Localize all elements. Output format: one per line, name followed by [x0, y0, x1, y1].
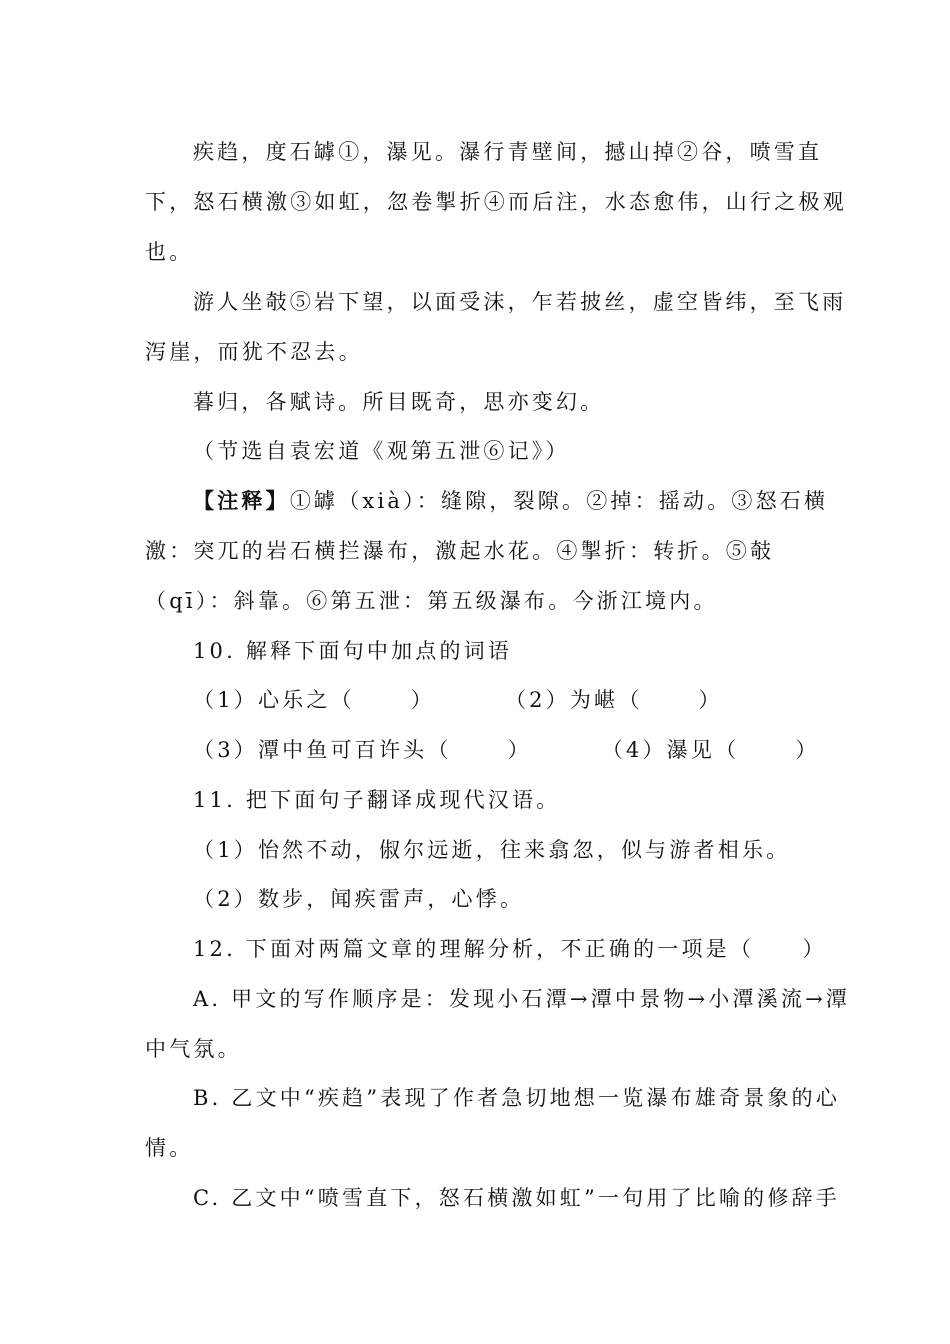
q10-item2: （2）为嵁（: [504, 688, 643, 712]
q12-option-c-line1: C. 乙文中“喷雪直下，怒石横激如虹”一句用了比喻的修辞手: [193, 1186, 840, 1210]
notes-line1: [193, 487, 829, 515]
q10-item1-close: ）: [410, 688, 435, 712]
question-11-item1: （1）怡然不动，俶尔远逝，往来翕忽，似与游者相乐。: [193, 838, 791, 862]
passage-p1-line2: 下，怒石横激③如虹，忽卷掣折④而后注，水态愈伟，山行之极观: [145, 190, 847, 214]
notes-label: 【注释】: [193, 488, 290, 513]
question-10-row2: [193, 736, 858, 764]
notes-line3: （qī）：斜靠。⑥第五泄：第五级瀑布。今浙江境内。: [145, 589, 718, 613]
question-11-title: 11. 把下面句子翻译成现代汉语。: [193, 788, 561, 812]
q10-item2-close: ）: [698, 688, 723, 712]
q10-item3-close: ）: [507, 738, 532, 762]
question-11-item2: （2）数步，闻疾雷声，心悸。: [193, 887, 525, 911]
passage-p1-line1: 疾趋，度石罅①，瀑见。瀑行青壁间，撼山掉②谷，喷雪直: [193, 140, 823, 164]
passage-p1-line3: 也。: [145, 240, 194, 264]
q10-item3: （3）潭中鱼可百许头（: [193, 738, 452, 762]
question-12-title: 12. 下面对两篇文章的理解分析，不正确的一项是（ ）: [193, 937, 827, 961]
notes-line2: 激：突兀的岩石横拦瀑布，激起水花。④掣折：转折。⑤攲: [145, 539, 775, 563]
passage-p2-line2: 泻崖，而犹不忍去。: [145, 340, 363, 364]
notes-line1-text: ①罅（xià）：缝隙，裂隙。②掉：摇动。③怒石横: [289, 489, 829, 513]
q12-option-a-line2: 中气氛。: [145, 1037, 242, 1061]
q12-option-b-line1: B. 乙文中“疾趋”表现了作者急切地想一览瀑布雄奇景象的心: [193, 1086, 841, 1110]
q12-option-a-line1: A. 甲文的写作顺序是：发现小石潭→潭中景物→小潭溪流→潭: [193, 987, 851, 1011]
question-10-title: 10. 解释下面句中加点的词语: [193, 639, 513, 663]
question-10-row1: [193, 686, 858, 714]
q10-item1: （1）心乐之（: [193, 688, 355, 712]
q10-item4-close: ）: [795, 738, 820, 762]
passage-p2-line1: 游人坐攲⑤岩下望，以面受沫，乍若披丝，虚空皆纬，至飞雨: [193, 290, 847, 314]
passage-source: （节选自袁宏道《观第五泄⑥记》）: [193, 439, 570, 463]
q12-option-b-line2: 情。: [145, 1136, 194, 1160]
passage-p3: 暮归，各赋诗。所目既奇，思亦变幻。: [193, 390, 605, 414]
q10-item4: （4）瀑见（: [601, 738, 740, 762]
